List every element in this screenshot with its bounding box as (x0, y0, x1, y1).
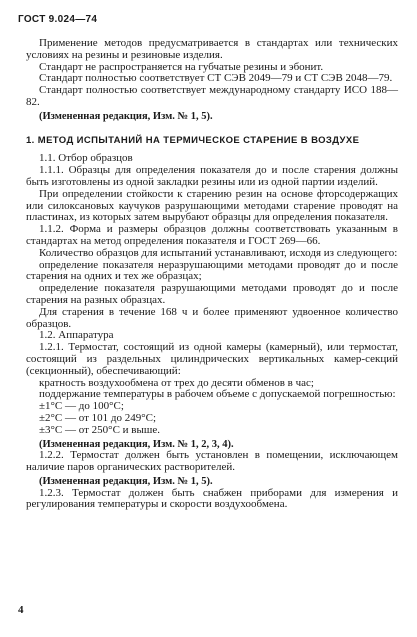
document-header: ГОСТ 9.024—74 (18, 14, 98, 25)
nondestructive-paragraph: определение показателя неразрушающими методами проводят до и после старения на одних и тех же образцах; (26, 258, 398, 283)
subsection-1-1-heading: 1.1. Отбор образцов (39, 152, 133, 165)
air-exchange-paragraph: кратность воздухообмена от трех до десяти обменов в час; (39, 376, 314, 389)
amendment-note: (Измененная редакция, Изм. № 1, 5). (39, 110, 213, 122)
amendment-note: (Измененная редакция, Изм. № 1, 5). (39, 475, 213, 487)
subsection-1-2-heading: 1.2. Аппаратура (39, 329, 114, 342)
ageing-168h-paragraph: Для старения в течение 168 ч и более применяют удвоенное количество образцов. (26, 305, 398, 330)
clause-1-2-1: 1.2.1. Термостат, состоящий из одной камеры (камерный), или термостат, состоящий из раздельных цилиндрических вертикальных камер-секций (секционный), обеспечивающий: (26, 341, 398, 377)
sample-count-paragraph: Количество образцов для испытаний устанавливают, исходя из следующего: (39, 246, 398, 259)
tolerance-1: ±1°С — до 100°С; (39, 400, 124, 413)
clause-1-1-2: 1.1.2. Форма и размеры образцов должны соответствовать указанным в стандартах на метод определения показателя и ГОСТ 269—66. (26, 223, 398, 247)
intro-paragraph-4: Стандарт полностью соответствует международному стандарту ИСО 188—82. (26, 84, 398, 108)
clause-1-1-1: 1.1.1. Образцы для определения показателя до и после старения должны быть изготовлены из одной закладки резины или из одной партии изделий. (26, 164, 398, 188)
tolerance-2: ±2°С — от 101 до 249°С; (39, 411, 157, 424)
clause-1-1-1-fluor: При определении стойкости к старению резин на основе фторсодержащих или силоксановых каучуков разрушающими методами старение проводят на пластинах, из которых затем вырубают образцы для определения показателя. (26, 187, 398, 224)
intro-paragraph-1: Применение методов предусматривается в стандартах или технических условиях на резины и резиновые изделия. (26, 37, 398, 61)
document-body (26, 38, 398, 511)
clause-1-2-3: 1.2.3. Термостат должен быть снабжен приборами для измерения и регулирования температуры и скорости воздухообмена. (26, 486, 398, 511)
destructive-paragraph: определение показателя разрушающими методами проводят до и после старения на разных образцах. (26, 282, 398, 306)
temperature-paragraph: поддержание температуры в рабочем объеме с допускаемой погрешностью: (39, 388, 396, 401)
page-number: 4 (18, 604, 24, 616)
intro-paragraph-3: Стандарт полностью соответствует СТ СЭВ 2049—79 и СТ СЭВ 2048—79. (39, 72, 393, 85)
section-1-title: 1. МЕТОД ИСПЫТАНИЙ НА ТЕРМИЧЕСКОЕ СТАРЕНИЕ В ВОЗДУХЕ (26, 134, 360, 146)
intro-paragraph-2: Стандарт не распространяется на губчатые резины и эбонит. (39, 60, 324, 73)
tolerance-3: ±3°С — от 250°С и выше. (39, 423, 160, 436)
amendment-note: (Измененная редакция, Изм. № 1, 2, 3, 4). (39, 438, 234, 450)
clause-1-2-2: 1.2.2. Термостат должен быть установлен в помещении, исключающем наличие паров органических растворителей. (26, 449, 398, 474)
